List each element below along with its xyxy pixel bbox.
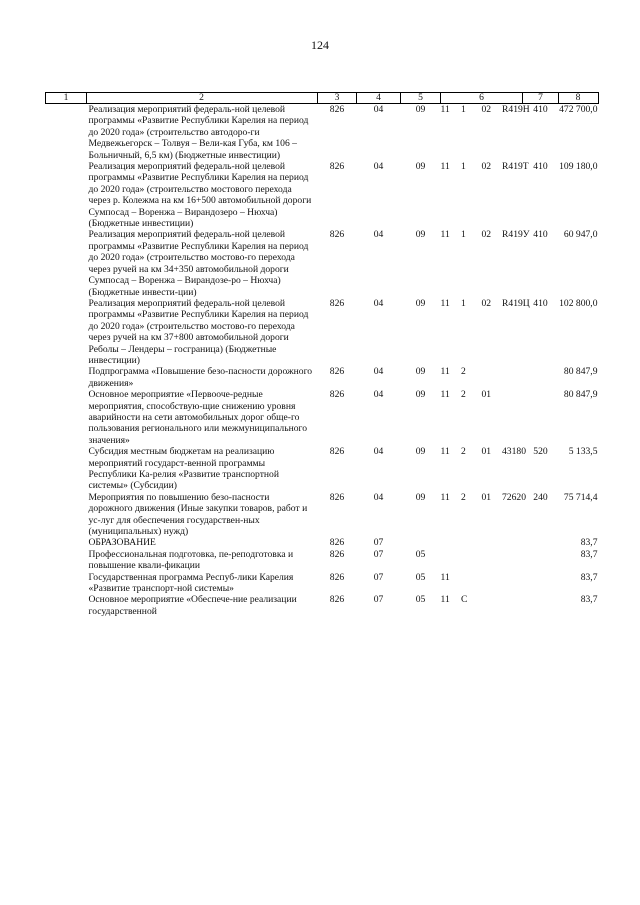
table-row — [46, 229, 599, 297]
row-name: Мероприятия по повышению безо-пасности дорожного движения (Иные закупки товаров, работ и ус-луг для обеспечения государствен-ных (муниципальных) нужд) — [88, 491, 308, 538]
column-header-8: 8 — [559, 93, 599, 104]
row-index-cell — [46, 389, 87, 446]
subsection-code: 09 — [415, 446, 426, 458]
subprogram-code: 2 — [461, 389, 466, 401]
row-index-cell — [46, 549, 87, 572]
section-code: 04 — [373, 389, 384, 401]
row-name: Реализация мероприятий федераль-ной целевой программы «Развитие Республики Карелия на период до 2020 года» (строительство мостово-го перехода через ручей на км 34+350 автомобильной дороги Сумпосад – Воренжа – Вирандозе-ро – Нюхча) (Бюджетные инвести-ции) — [88, 229, 309, 298]
row-name: Государственная программа Респуб-лики Карелия «Развитие транспорт-ной системы» — [88, 571, 294, 595]
program-code: 11 — [440, 389, 450, 401]
program-code: 11 — [440, 446, 450, 458]
program-code: 11 — [440, 571, 450, 583]
expense-type-code — [523, 594, 559, 617]
section-code: 04 — [373, 366, 384, 378]
table-row — [46, 161, 599, 229]
section-code: 07 — [373, 548, 384, 560]
budget-table — [45, 92, 599, 617]
row-name: ОБРАЗОВАНИЕ — [88, 537, 156, 549]
activity-code: 02 — [481, 229, 492, 241]
column-header-2: 2 — [87, 93, 318, 104]
subsection-code: 09 — [415, 366, 426, 378]
amount: 83,7 — [580, 548, 598, 560]
ministry-code: 826 — [329, 297, 345, 309]
table-row — [46, 572, 599, 595]
direction-code: R419Т — [502, 161, 529, 173]
activity-code — [482, 594, 503, 617]
activity-code: 02 — [481, 104, 492, 115]
direction-code — [502, 572, 523, 595]
section-code: 04 — [373, 161, 384, 173]
activity-code: 01 — [481, 389, 492, 401]
table-row — [46, 549, 599, 572]
subprogram-code: 2 — [461, 491, 466, 503]
program-code: 11 — [440, 297, 450, 309]
amount: 102 800,0 — [559, 297, 598, 309]
table-row — [46, 366, 599, 389]
amount: 5 133,5 — [568, 446, 598, 458]
amount: 80 847,9 — [563, 389, 598, 401]
amount: 60 947,0 — [563, 229, 598, 241]
subprogram-code — [461, 572, 482, 595]
direction-code: R419У — [502, 229, 530, 241]
subsection-code: 05 — [415, 571, 426, 583]
activity-code: 02 — [481, 161, 492, 173]
row-index-cell — [46, 298, 87, 366]
row-index-cell — [46, 161, 87, 229]
direction-code: R419Ц — [502, 297, 530, 309]
direction-code — [502, 549, 523, 572]
amount: 80 847,9 — [563, 366, 598, 378]
amount: 109 180,0 — [559, 161, 598, 173]
amount: 83,7 — [580, 537, 598, 549]
section-code: 07 — [373, 571, 384, 583]
expense-type-code: 520 — [533, 446, 548, 458]
column-header-1: 1 — [46, 93, 87, 104]
row-index-cell — [46, 594, 87, 617]
expense-type-code: 410 — [533, 161, 548, 173]
subprogram-code: 1 — [461, 161, 466, 173]
activity-code — [482, 549, 503, 572]
subsection-code: 09 — [415, 297, 426, 309]
section-code: 04 — [373, 491, 384, 503]
direction-code: R419Н — [502, 104, 530, 115]
direction-code: 72620 — [502, 491, 526, 503]
subprogram-code — [461, 549, 482, 572]
subsection-code: 09 — [415, 491, 426, 503]
subprogram-code: 1 — [461, 297, 466, 309]
section-code: 07 — [373, 537, 384, 549]
program-code: 11 — [440, 104, 450, 115]
expense-type-code — [523, 572, 559, 595]
activity-code — [482, 572, 503, 595]
table-row — [46, 594, 599, 617]
subsection-code: 09 — [415, 161, 426, 173]
row-name: Подпрограмма «Повышение безо-пасности дорожного движения» — [88, 366, 313, 389]
section-code: 04 — [373, 446, 384, 458]
amount: 472 700,0 — [559, 104, 598, 115]
ministry-code: 826 — [329, 548, 345, 560]
row-index-cell — [46, 446, 87, 492]
direction-code: 43180 — [502, 446, 526, 458]
expense-type-code — [523, 537, 559, 548]
expense-type-code — [523, 366, 559, 389]
subsection-code: 09 — [415, 104, 426, 115]
table-row — [46, 104, 599, 162]
ministry-code: 826 — [329, 366, 345, 378]
subsection-code: 09 — [415, 229, 426, 241]
activity-code — [482, 366, 503, 389]
row-index-cell — [46, 537, 87, 548]
direction-code — [502, 366, 523, 389]
row-index-cell — [46, 366, 87, 389]
column-header-3: 3 — [318, 93, 357, 104]
activity-code: 01 — [481, 491, 492, 503]
subsection-code — [401, 537, 441, 548]
expense-type-code: 410 — [533, 229, 548, 241]
table-row — [46, 298, 599, 366]
activity-code: 01 — [481, 446, 492, 458]
amount: 83,7 — [580, 594, 598, 606]
subprogram-code: 2 — [461, 446, 466, 458]
page-number: 124 — [311, 38, 329, 52]
program-code: 11 — [440, 491, 450, 503]
subsection-code: 09 — [415, 389, 426, 401]
expense-type-code: 410 — [533, 297, 548, 309]
ministry-code: 826 — [329, 571, 345, 583]
column-header-7: 7 — [523, 93, 559, 104]
table-row — [46, 446, 599, 492]
table-row — [46, 389, 599, 446]
expense-type-code — [523, 389, 559, 446]
amount: 83,7 — [580, 571, 598, 583]
row-name: Основное мероприятие «Обеспече-ние реализации государственной — [88, 594, 297, 617]
program-code: 11 — [440, 594, 450, 606]
column-header-6: 6 — [441, 93, 523, 104]
program-code — [441, 537, 462, 548]
subprogram-code: 1 — [461, 229, 466, 241]
row-index-cell — [46, 229, 87, 297]
ministry-code: 826 — [329, 537, 345, 549]
row-index-cell — [46, 492, 87, 538]
activity-code — [482, 537, 503, 548]
row-name: Реализация мероприятий федераль-ной целевой программы «Развитие Республики Карелия на период до 2020 года» (строительство автодоро-ги Медвежьегорск – Толвуя – Вели-кая Губа, км 106 – Больничный, 6,5 км) (Бюджетные инвестиции) — [88, 104, 309, 161]
direction-code — [502, 537, 523, 548]
row-name: Реализация мероприятий федераль-ной целевой программы «Развитие Республики Карелия на период до 2020 года» (строительство мостово-го перехода через ручей на км 37+800 автомобильной дороги Реболы – Лендеры – госграница) (Бюджетные инвестиции) — [88, 297, 309, 366]
section-code: 07 — [373, 594, 384, 606]
expense-type-code: 240 — [533, 491, 548, 503]
program-code: 11 — [440, 229, 450, 241]
program-code — [441, 549, 462, 572]
row-index-cell — [46, 572, 87, 595]
row-index-cell — [46, 104, 87, 162]
subprogram-code: 1 — [461, 104, 466, 115]
column-header-row — [46, 93, 599, 104]
program-code: 11 — [440, 366, 450, 378]
section-code: 04 — [373, 297, 384, 309]
ministry-code: 826 — [329, 446, 345, 458]
section-code: 04 — [373, 104, 384, 115]
row-name: Субсидия местным бюджетам на реализацию мероприятий государст-венной программы Республики Ка-релия «Развитие транспортной системы» (Субсидии) — [88, 446, 279, 492]
activity-code: 02 — [481, 297, 492, 309]
ministry-code: 826 — [329, 104, 345, 115]
expense-type-code: 410 — [533, 104, 548, 115]
section-code: 04 — [373, 229, 384, 241]
table-row — [46, 537, 599, 548]
table-row — [46, 492, 599, 538]
ministry-code: 826 — [329, 389, 345, 401]
expense-type-code — [523, 549, 559, 572]
ministry-code: 826 — [329, 229, 345, 241]
subsection-code: 05 — [415, 594, 426, 606]
subprogram-code: С — [461, 594, 468, 606]
row-name: Профессиональная подготовка, пе-реподготовка и повышение квали-фикации — [88, 548, 294, 572]
subprogram-code: 2 — [461, 366, 466, 378]
subsection-code: 05 — [415, 548, 426, 560]
row-name: Основное мероприятие «Первооче-редные мероприятия, способствую-щие снижению уровня аварийности на сети автомобильных дорог обще-го пользования регионального или межмуниципального значения» — [88, 389, 308, 446]
column-header-5: 5 — [401, 93, 441, 104]
row-name: Реализация мероприятий федераль-ной целевой программы «Развитие Республики Карелия на период до 2020 года» (строительство мостового перехода через р. Колежма на км 16+500 автомобильной дороги Сумпосад – Воренжа – Вирандозеро – Нюхча) (Бюджетные инвестиции) — [88, 161, 312, 230]
ministry-code: 826 — [329, 161, 345, 173]
amount: 75 714,4 — [563, 491, 598, 503]
ministry-code: 826 — [329, 491, 345, 503]
ministry-code: 826 — [329, 594, 345, 606]
column-header-4: 4 — [357, 93, 401, 104]
direction-code — [502, 389, 523, 446]
direction-code — [502, 594, 523, 617]
subprogram-code — [461, 537, 482, 548]
table-body — [46, 104, 599, 618]
program-code: 11 — [440, 161, 450, 173]
